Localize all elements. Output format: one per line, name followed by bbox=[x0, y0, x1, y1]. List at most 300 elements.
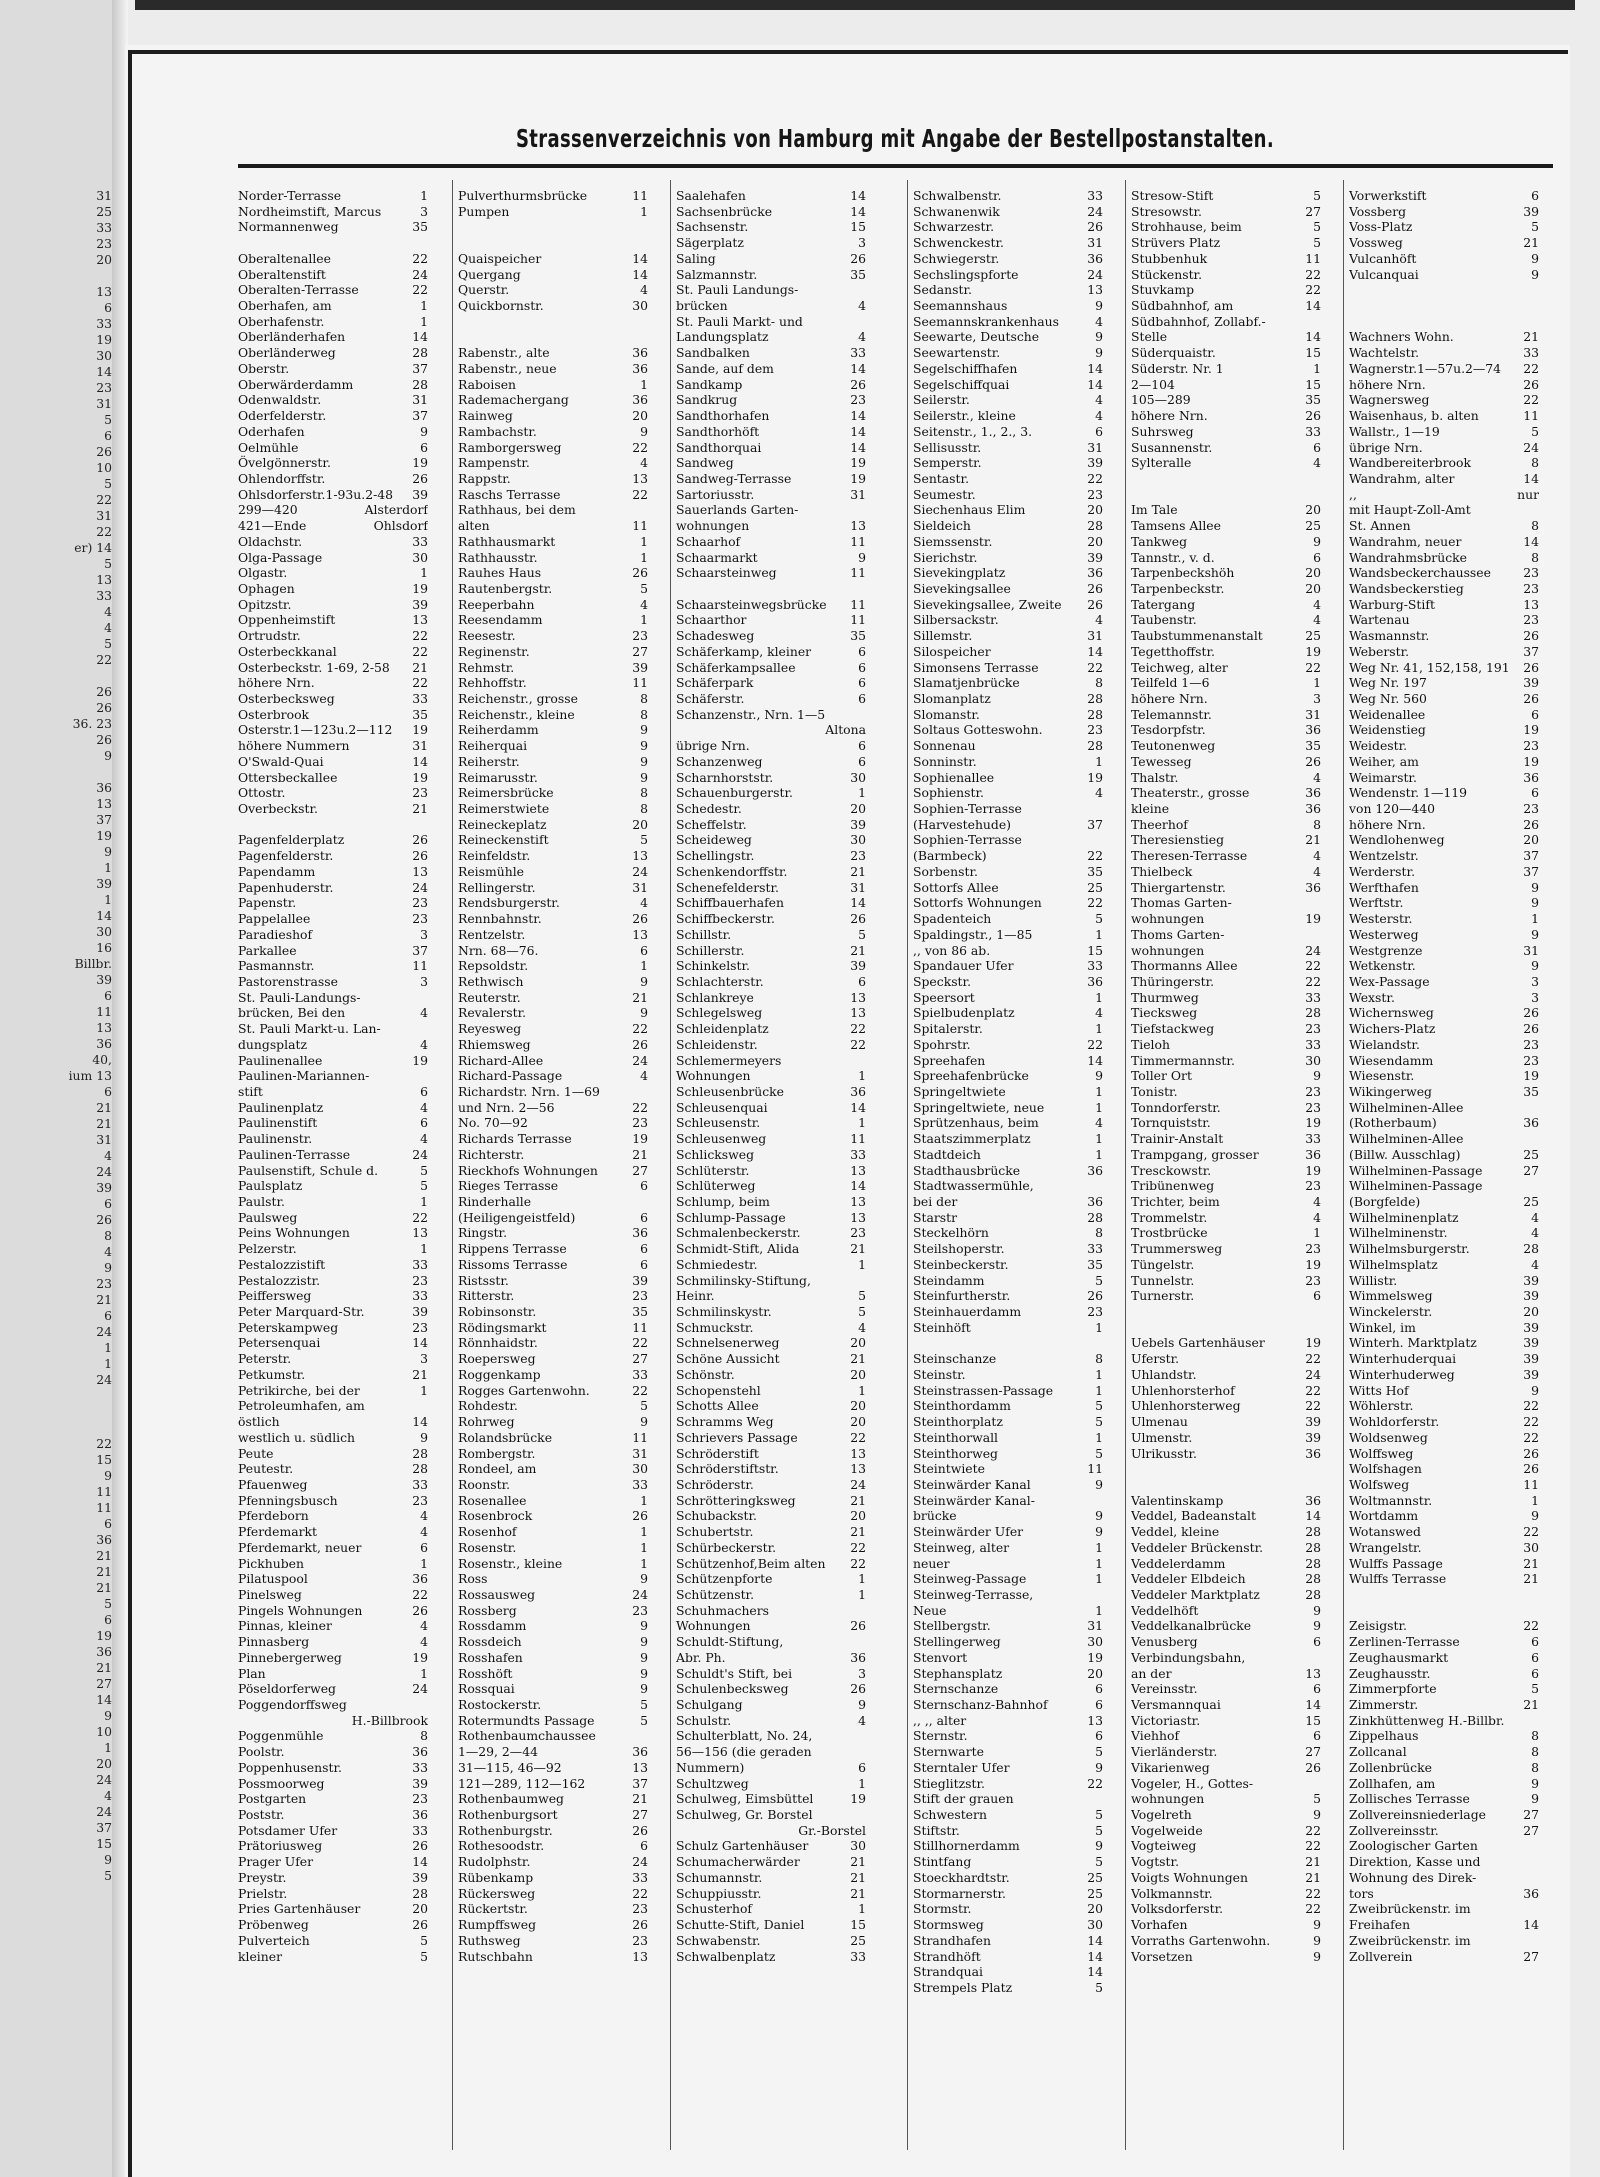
street-name: Schmuckstr. bbox=[676, 1319, 754, 1335]
street-entry bbox=[913, 1335, 1103, 1351]
post-office-number: 33 bbox=[850, 1146, 866, 1162]
street-entry bbox=[1349, 1304, 1539, 1320]
street-name: Schröderstift bbox=[676, 1445, 759, 1461]
street-entry bbox=[1131, 675, 1321, 691]
post-office-number: 22 bbox=[1305, 958, 1321, 974]
post-office-number: 1 bbox=[640, 1524, 648, 1540]
street-entry bbox=[238, 377, 428, 393]
post-office-number: 1 bbox=[640, 1492, 648, 1508]
post-office-number bbox=[1099, 1791, 1103, 1807]
street-entry bbox=[238, 1021, 428, 1037]
post-office-number: 26 bbox=[632, 1508, 648, 1524]
street-name: Silospeicher bbox=[913, 643, 991, 659]
street-name: Vierländerstr. bbox=[1131, 1744, 1218, 1760]
street-name: Starstr bbox=[913, 1209, 958, 1225]
post-office-number: 20 bbox=[850, 1398, 866, 1414]
street-name: Schwestern bbox=[913, 1807, 987, 1823]
street-entry bbox=[238, 1288, 428, 1304]
street-name: Poppenhusenstr. bbox=[238, 1759, 342, 1775]
post-office-number: 5 bbox=[1095, 1414, 1103, 1430]
left-page-number: 15 bbox=[96, 1836, 112, 1851]
street-entry bbox=[1131, 565, 1321, 581]
post-office-number: 14 bbox=[850, 360, 866, 376]
street-entry bbox=[1349, 644, 1539, 660]
post-office-number: 1 bbox=[858, 1901, 866, 1917]
street-name: Westerstr. bbox=[1349, 911, 1413, 927]
street-name: Veddeler Brückenstr. bbox=[1131, 1539, 1264, 1555]
street-entry bbox=[913, 518, 1103, 534]
street-name: Roepersweg bbox=[458, 1351, 536, 1367]
street-entry bbox=[1131, 990, 1321, 1006]
street-entry bbox=[676, 1603, 866, 1619]
post-office-number: 3 bbox=[1531, 989, 1539, 1005]
street-entry bbox=[676, 550, 866, 566]
street-name: Valentinskamp bbox=[1131, 1492, 1224, 1508]
street-entry bbox=[1349, 1807, 1539, 1823]
street-name: Wohnung des Direk- bbox=[1349, 1869, 1477, 1885]
street-name: Steinweg, alter bbox=[913, 1539, 1010, 1555]
street-entry bbox=[913, 1430, 1103, 1446]
street-entry bbox=[458, 1807, 648, 1823]
street-name: brücken, Bei den bbox=[238, 1005, 346, 1021]
street-entry bbox=[676, 1304, 866, 1320]
street-name: Schaarmarkt bbox=[676, 549, 758, 565]
street-name: Vulcanquai bbox=[1349, 266, 1419, 282]
street-name: Schuhmachers bbox=[676, 1602, 770, 1618]
street-entry bbox=[1131, 1886, 1321, 1902]
street-name: Poolstr. bbox=[238, 1744, 285, 1760]
street-name: Westgrenze bbox=[1349, 942, 1423, 958]
post-office-number: 6 bbox=[1095, 1728, 1103, 1744]
post-office-number: 4 bbox=[640, 596, 648, 612]
post-office-number: 20 bbox=[1305, 565, 1321, 581]
post-office-number: 36 bbox=[1305, 1146, 1321, 1162]
street-entry bbox=[1349, 361, 1539, 377]
street-name: Wandrahm, alter bbox=[1349, 470, 1455, 486]
street-name: Wulffs Passage bbox=[1349, 1555, 1443, 1571]
street-name: Weg Nr. 197 bbox=[1349, 675, 1427, 691]
street-name: 421—Ende bbox=[238, 518, 307, 534]
street-entry bbox=[1349, 1194, 1539, 1210]
post-office-number: 1 bbox=[1313, 1225, 1321, 1241]
street-entry bbox=[238, 1870, 428, 1886]
post-office-number: 13 bbox=[632, 926, 648, 942]
street-name: Robinsonstr. bbox=[458, 1304, 537, 1320]
street-entry bbox=[676, 660, 866, 676]
street-name: Reuterstr. bbox=[458, 989, 521, 1005]
street-name: höhere Nrn. bbox=[1349, 816, 1426, 832]
street-name: Winterhuderquai bbox=[1349, 1351, 1457, 1367]
street-entry bbox=[676, 1005, 866, 1021]
street-entry bbox=[676, 1886, 866, 1902]
street-entry bbox=[458, 832, 648, 848]
post-office-number: 19 bbox=[850, 1791, 866, 1807]
street-entry bbox=[1131, 1163, 1321, 1179]
left-page-number: 33 bbox=[96, 588, 112, 603]
street-entry bbox=[1349, 1053, 1539, 1069]
street-entry bbox=[238, 550, 428, 566]
post-office-number: 35 bbox=[412, 706, 428, 722]
street-entry bbox=[1349, 471, 1539, 487]
street-entry bbox=[1131, 1524, 1321, 1540]
post-office-number: 13 bbox=[850, 518, 866, 534]
street-entry bbox=[458, 1933, 648, 1949]
street-entry bbox=[238, 282, 428, 298]
street-entry bbox=[458, 628, 648, 644]
post-office-number: 4 bbox=[858, 329, 866, 345]
post-office-number: 37 bbox=[1523, 848, 1539, 864]
street-name: Zeughausmarkt bbox=[1349, 1649, 1449, 1665]
street-name: Stadthausbrücke bbox=[913, 1162, 1021, 1178]
post-office-number: 33 bbox=[850, 1948, 866, 1964]
post-office-number: 14 bbox=[412, 1414, 428, 1430]
street-entry bbox=[1349, 1713, 1539, 1729]
street-name: Pickhuben bbox=[238, 1555, 304, 1571]
post-office-number: 22 bbox=[1305, 659, 1321, 675]
left-page-number: 36 bbox=[96, 1532, 112, 1547]
street-name: Sandkrug bbox=[676, 392, 738, 408]
street-name: Rudolphstr. bbox=[458, 1854, 531, 1870]
left-page-number: 5 bbox=[104, 1868, 112, 1883]
street-entry bbox=[913, 1776, 1103, 1792]
street-entry bbox=[913, 424, 1103, 440]
post-office-number: 6 bbox=[1531, 785, 1539, 801]
street-entry bbox=[676, 424, 866, 440]
street-entry bbox=[1349, 1147, 1539, 1163]
post-office-number bbox=[1317, 471, 1321, 487]
post-office-number: 4 bbox=[1095, 313, 1103, 329]
street-entry bbox=[1131, 1949, 1321, 1965]
post-office-number: 28 bbox=[1087, 738, 1103, 754]
post-office-number: 22 bbox=[1305, 973, 1321, 989]
post-office-number: 31 bbox=[632, 879, 648, 895]
post-office-number: 4 bbox=[420, 1508, 428, 1524]
street-name: Raboisen bbox=[458, 376, 517, 392]
post-office-number: 20 bbox=[632, 408, 648, 424]
street-name: Reyesweg bbox=[458, 1021, 522, 1037]
street-name: Wandbereiterbrook bbox=[1349, 455, 1471, 471]
street-name: Steinwärder Kanal- bbox=[913, 1492, 1035, 1508]
street-name: Stellingerweg bbox=[913, 1634, 1001, 1650]
street-entry bbox=[1131, 1807, 1321, 1823]
street-name: Springeltwiete bbox=[913, 1083, 1006, 1099]
street-entry bbox=[1131, 1351, 1321, 1367]
post-office-number: 15 bbox=[1305, 345, 1321, 361]
post-office-number: 22 bbox=[1305, 1382, 1321, 1398]
street-name: wohnungen bbox=[1131, 942, 1205, 958]
street-name: Spreehafenbrücke bbox=[913, 1068, 1029, 1084]
street-entry bbox=[913, 581, 1103, 597]
street-entry bbox=[913, 1556, 1103, 1572]
street-entry bbox=[676, 817, 866, 833]
post-office-number: 5 bbox=[640, 1697, 648, 1712]
post-office-number: 20 bbox=[850, 1366, 866, 1382]
street-name: Zollcanal bbox=[1349, 1744, 1407, 1760]
left-page-number: 26 bbox=[96, 1212, 112, 1227]
street-name: Wartenau bbox=[1349, 612, 1410, 628]
street-name: Sievekingsallee bbox=[913, 580, 1011, 596]
street-name: Zinkhüttenweg H.-Billbr. bbox=[1349, 1712, 1505, 1728]
post-office-number: 28 bbox=[412, 1885, 428, 1901]
post-office-number: 22 bbox=[412, 675, 428, 691]
street-name: Schrievers Passage bbox=[676, 1429, 798, 1445]
post-office-number: 6 bbox=[858, 753, 866, 769]
post-office-number: 8 bbox=[1531, 1759, 1539, 1775]
street-name: Vossweg bbox=[1349, 235, 1403, 251]
street-entry bbox=[458, 1461, 648, 1477]
street-name: Schotts Allee bbox=[676, 1398, 759, 1414]
post-office-number: 1 bbox=[420, 1241, 428, 1257]
post-office-number bbox=[1099, 801, 1103, 817]
street-name: Richard-Allee bbox=[458, 1052, 544, 1068]
post-office-number: 37 bbox=[1087, 816, 1103, 832]
left-page-number: 13 bbox=[96, 572, 112, 587]
street-entry bbox=[238, 502, 428, 518]
street-entry bbox=[238, 392, 428, 408]
street-name: Richardstr. Nrn. 1—69 bbox=[458, 1083, 600, 1099]
post-office-number: 6 bbox=[420, 1083, 428, 1099]
street-name: Schützenhof,Beim alten bbox=[676, 1555, 826, 1571]
street-entry bbox=[458, 1524, 648, 1540]
street-name: Schröderstiftstr. bbox=[676, 1461, 779, 1477]
post-office-number: 4 bbox=[1095, 612, 1103, 628]
street-entry bbox=[458, 974, 648, 990]
post-office-number: 33 bbox=[412, 1822, 428, 1838]
street-entry bbox=[238, 1241, 428, 1257]
post-office-number: 23 bbox=[412, 1791, 428, 1807]
street-entry bbox=[1349, 1320, 1539, 1336]
left-page-number: 40, bbox=[92, 1052, 112, 1067]
street-entry bbox=[913, 1917, 1103, 1933]
street-entry bbox=[913, 188, 1103, 204]
street-name: Schubertstr. bbox=[676, 1524, 754, 1540]
street-entry bbox=[238, 1446, 428, 1462]
post-office-number: 6 bbox=[858, 675, 866, 691]
post-office-number: 26 bbox=[850, 1681, 866, 1697]
street-entry bbox=[913, 1273, 1103, 1289]
post-office-number: 28 bbox=[1087, 518, 1103, 534]
street-name: Uebels Gartenhäuser bbox=[1131, 1335, 1265, 1351]
street-entry bbox=[913, 1838, 1103, 1854]
street-name: Viehhof bbox=[1131, 1728, 1180, 1744]
post-office-number: 33 bbox=[412, 1256, 428, 1272]
street-name: Pinnas, kleiner bbox=[238, 1618, 332, 1634]
street-name: Ristsstr. bbox=[458, 1272, 509, 1288]
street-name: Zimmerpforte bbox=[1349, 1681, 1437, 1697]
street-entry bbox=[1131, 550, 1321, 566]
post-office-number: 39 bbox=[850, 958, 866, 974]
post-office-number: 4 bbox=[1313, 769, 1321, 785]
post-office-number: 9 bbox=[640, 769, 648, 785]
post-office-number: 33 bbox=[1305, 989, 1321, 1005]
street-name: Sternschanz-Bahnhof bbox=[913, 1697, 1048, 1712]
post-office-number: 9 bbox=[1095, 1068, 1103, 1084]
street-name: Schulstr. bbox=[676, 1712, 732, 1728]
post-office-number: 6 bbox=[858, 643, 866, 659]
street-entry bbox=[458, 440, 648, 456]
top-strip bbox=[135, 0, 1575, 10]
street-name: Peterstr. bbox=[238, 1351, 292, 1367]
left-page-number: 22 bbox=[96, 652, 112, 667]
post-office-number: 22 bbox=[850, 1429, 866, 1445]
street-entry bbox=[458, 424, 648, 440]
street-name: Rathhausmarkt bbox=[458, 533, 556, 549]
post-office-number: 21 bbox=[850, 942, 866, 958]
street-entry bbox=[1131, 612, 1321, 628]
post-office-number: 26 bbox=[1523, 659, 1539, 675]
post-office-number: 26 bbox=[632, 1917, 648, 1933]
post-office-number: 30 bbox=[1305, 1052, 1321, 1068]
post-office-number: 6 bbox=[640, 1241, 648, 1257]
street-entry bbox=[458, 1791, 648, 1807]
street-name: Stephansplatz bbox=[913, 1665, 1003, 1681]
post-office-number: 26 bbox=[850, 1618, 866, 1634]
post-office-number: 23 bbox=[1087, 486, 1103, 502]
post-office-number: 22 bbox=[850, 1539, 866, 1555]
street-column-3 bbox=[676, 188, 866, 1964]
post-office-number: 5 bbox=[1095, 1744, 1103, 1760]
post-office-number: 20 bbox=[1087, 502, 1103, 518]
street-entry bbox=[238, 597, 428, 613]
post-office-number: 22 bbox=[1087, 1775, 1103, 1791]
street-entry bbox=[1131, 1241, 1321, 1257]
street-name: Schlemermeyers bbox=[676, 1052, 782, 1068]
post-office-number bbox=[1535, 298, 1539, 314]
street-entry bbox=[1131, 817, 1321, 833]
street-entry bbox=[1131, 943, 1321, 959]
street-name: Thoms Garten- bbox=[1131, 926, 1225, 942]
street-name: Stormstr. bbox=[913, 1901, 972, 1917]
street-entry bbox=[238, 880, 428, 896]
street-entry bbox=[1131, 1854, 1321, 1870]
street-name: Weidenallee bbox=[1349, 706, 1426, 722]
post-office-number: 13 bbox=[850, 1461, 866, 1477]
street-name: Stresowstr. bbox=[1131, 203, 1202, 219]
street-name: Schlankreye bbox=[676, 989, 754, 1005]
post-office-number: 8 bbox=[640, 785, 648, 801]
street-name: Wendlohenweg bbox=[1349, 832, 1445, 848]
street-name: Neue bbox=[913, 1602, 947, 1618]
left-page-number: 36. 23 bbox=[72, 716, 112, 731]
post-office-number bbox=[424, 235, 428, 251]
street-name: Pappelallee bbox=[238, 911, 311, 927]
street-entry bbox=[1349, 1493, 1539, 1509]
street-name: Pasmannstr. bbox=[238, 958, 315, 974]
street-name: Schinkelstr. bbox=[676, 958, 750, 974]
street-name: Ohlendorffstr. bbox=[238, 470, 326, 486]
street-entry bbox=[913, 1603, 1103, 1619]
street-name: Steckelhörn bbox=[913, 1225, 989, 1241]
street-entry bbox=[238, 1493, 428, 1509]
post-office-number: 4 bbox=[420, 1099, 428, 1115]
street-entry bbox=[913, 282, 1103, 298]
post-office-number: 3 bbox=[420, 973, 428, 989]
street-name: Venusberg bbox=[1131, 1634, 1198, 1650]
street-entry bbox=[238, 754, 428, 770]
street-entry bbox=[913, 1760, 1103, 1776]
post-office-number: 6 bbox=[858, 691, 866, 706]
street-entry bbox=[458, 927, 648, 943]
street-name: Vulcanhöft bbox=[1349, 250, 1417, 266]
street-name: Paulinenplatz bbox=[238, 1099, 324, 1115]
post-office-number: 22 bbox=[412, 282, 428, 298]
street-name: Zimmerstr. bbox=[1349, 1697, 1419, 1712]
post-office-number: 4 bbox=[1095, 785, 1103, 801]
post-office-number: 5 bbox=[640, 1712, 648, 1728]
street-name: Ramborgersweg bbox=[458, 439, 562, 455]
street-name: Spaldingstr., 1—85 bbox=[913, 926, 1033, 942]
street-name: Osterbeckkanal bbox=[238, 643, 337, 659]
street-entry bbox=[458, 1304, 648, 1320]
street-entry bbox=[676, 1446, 866, 1462]
street-name: Ohlsdorferstr.1-93u.2-48 bbox=[238, 486, 394, 502]
street-entry bbox=[913, 628, 1103, 644]
street-entry bbox=[913, 1744, 1103, 1760]
post-office-number: 1 bbox=[640, 1555, 648, 1571]
street-entry bbox=[1349, 1100, 1539, 1116]
street-name: Steinbeckerstr. bbox=[913, 1256, 1009, 1272]
post-office-number: 9 bbox=[640, 753, 648, 769]
street-entry bbox=[676, 1084, 866, 1100]
street-entry bbox=[1349, 691, 1539, 707]
street-name: Silbersackstr. bbox=[913, 612, 999, 628]
left-page-number: 11 bbox=[96, 1004, 112, 1019]
street-name: Reineckeplatz bbox=[458, 816, 547, 832]
street-entry bbox=[238, 1273, 428, 1289]
left-page-number: 9 bbox=[104, 1708, 112, 1723]
street-name: Quergang bbox=[458, 266, 521, 282]
street-entry bbox=[913, 801, 1103, 817]
street-entry bbox=[913, 1666, 1103, 1682]
street-name: Norder-Terrasse bbox=[238, 188, 342, 203]
street-name: St. Annen bbox=[1349, 518, 1411, 534]
post-office-number: 9 bbox=[1313, 1602, 1321, 1618]
street-name: Zweibrückenstr. im bbox=[1349, 1932, 1471, 1948]
post-office-number: 4 bbox=[1313, 1194, 1321, 1209]
street-name: Rothenburgsort bbox=[458, 1807, 558, 1823]
street-name: Seilerstr., kleine bbox=[913, 408, 1016, 424]
post-office-number: 19 bbox=[412, 722, 428, 738]
street-entry bbox=[1131, 1100, 1321, 1116]
left-page-number: 21 bbox=[96, 1660, 112, 1675]
post-office-number: 35 bbox=[850, 628, 866, 644]
street-entry bbox=[1131, 298, 1321, 314]
street-name: ,, bbox=[1349, 486, 1357, 502]
post-office-number: 24 bbox=[632, 1052, 648, 1068]
street-entry bbox=[1349, 612, 1539, 628]
street-name: Petkumstr. bbox=[238, 1366, 306, 1382]
street-entry bbox=[1349, 1634, 1539, 1650]
street-name: 105—289 bbox=[1131, 392, 1191, 408]
post-office-number: 14 bbox=[412, 753, 428, 769]
street-name: Papenstr. bbox=[238, 895, 297, 911]
street-name: Uhlenhorsterhof bbox=[1131, 1382, 1235, 1398]
street-name: Oberwärderdamm bbox=[238, 376, 354, 392]
street-name: Rhiemsweg bbox=[458, 1036, 531, 1052]
street-name: Schlump-Passage bbox=[676, 1209, 786, 1225]
street-entry bbox=[676, 392, 866, 408]
post-office-number: 28 bbox=[1087, 706, 1103, 722]
street-name: Schmilinsky-Stiftung, bbox=[676, 1272, 811, 1288]
street-name: Rieges Terrasse bbox=[458, 1178, 559, 1194]
post-office-number: 37 bbox=[412, 360, 428, 376]
street-name: Slomanstr. bbox=[913, 706, 980, 722]
post-office-number: 36 bbox=[632, 360, 648, 376]
street-name: Rossberg bbox=[458, 1602, 517, 1618]
street-name: Peute bbox=[238, 1445, 274, 1461]
post-office-number: 24 bbox=[632, 863, 648, 879]
post-office-number: 6 bbox=[640, 1178, 648, 1194]
